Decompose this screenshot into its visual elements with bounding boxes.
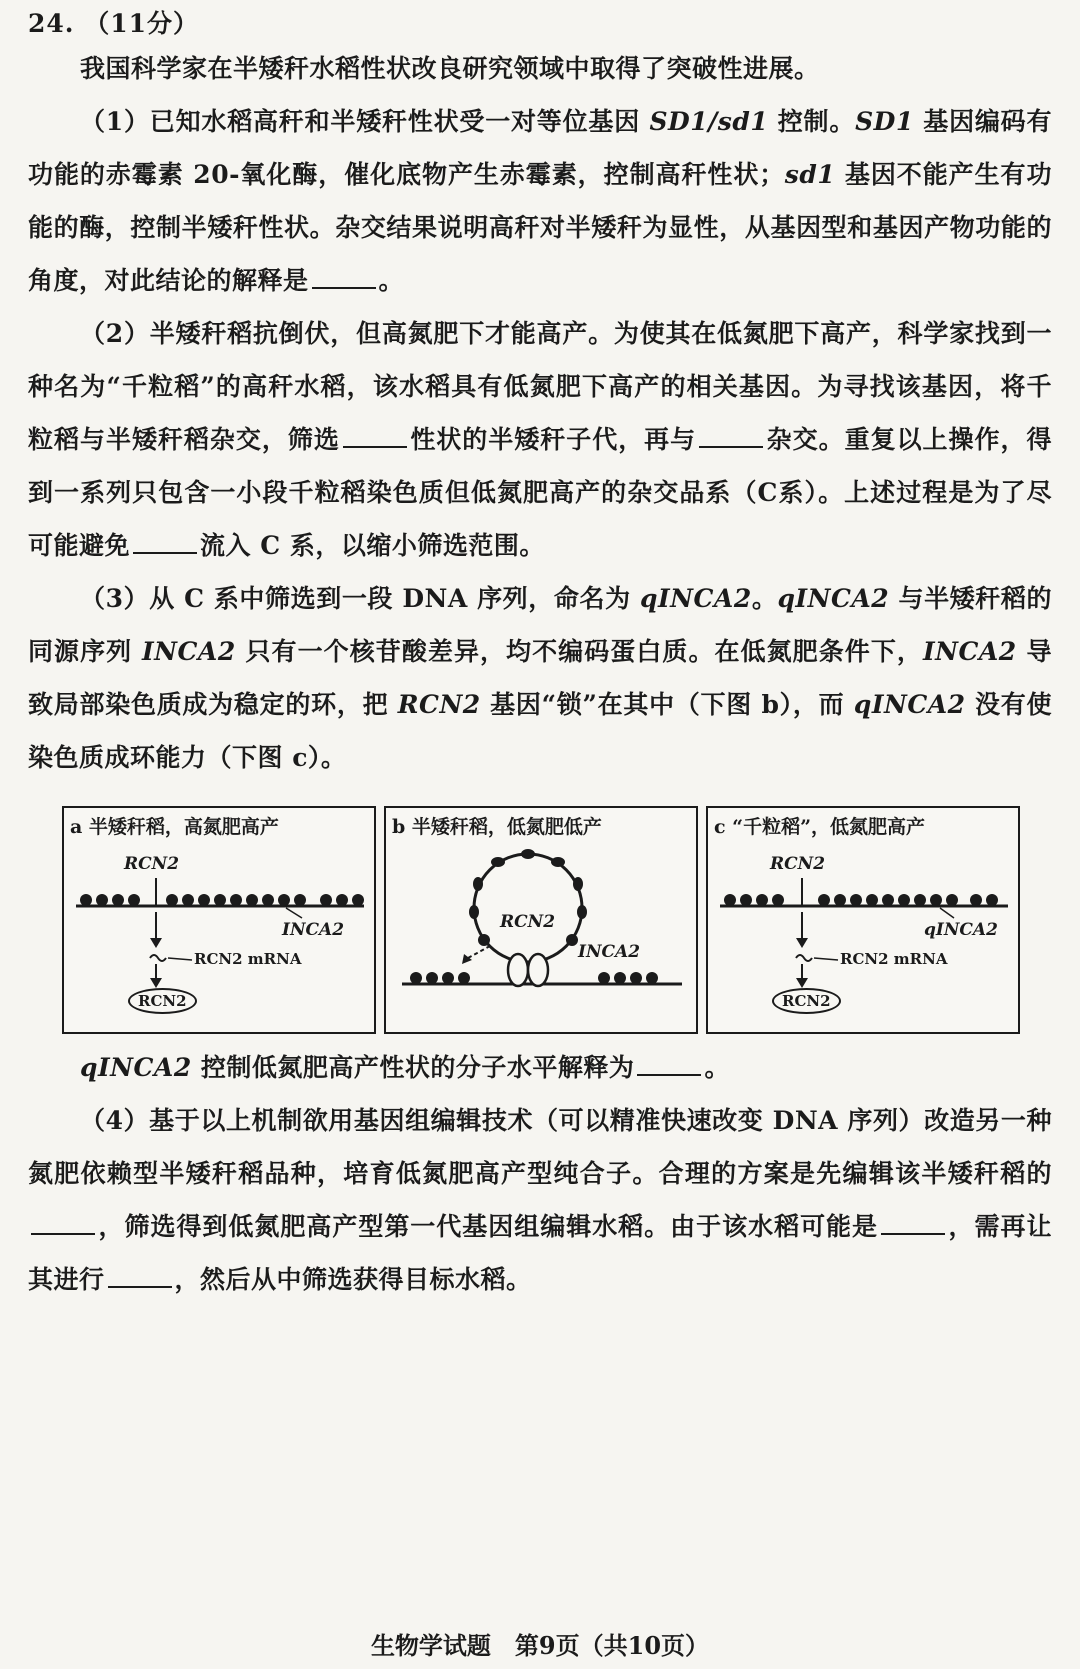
question-header [28,4,199,40]
answer-blank-3[interactable] [699,424,763,448]
answer-blank-5[interactable] [637,1052,701,1076]
panel-c-gene-label: RCN2 [770,854,826,874]
panel-a-mrna-label: RCN2 mRNA [194,950,302,968]
question-number: 24. [28,9,75,38]
answer-blank-1[interactable] [312,265,376,289]
nucleosomes [80,894,364,906]
figure-panel-b [384,806,698,1034]
panel-b-gene-label: RCN2 [500,912,556,932]
panel-a-gene-label: RCN2 [124,854,180,874]
part2-paragraph: （2）半矮秆稻抗倒伏，但高氮肥下才能高产。为使其在低氮肥下高产，科学家找到一种名为“千粒稻”的高秆水稻，该水稻具有低氮肥下高产的相关基因。为寻找该基因，将千粒稻与半矮秆稻杂交，筛选 性状的半矮秆子代，再与 杂交。重复以上操作，得到一系列只包含一小段千粒稻染色质但低氮肥高产的杂交品系（C系）。上述过程是为了尽可能避免 流入 C 系，以缩小筛选范围。 [28,319,1052,560]
gene-sd1-pair: SD1/sd1 [649,107,769,136]
answer-blank-2[interactable] [343,424,407,448]
answer-blank-7[interactable] [881,1211,945,1235]
panel-c-mrna-label: RCN2 mRNA [840,950,948,968]
part1-paragraph: （1）已知水稻高秆和半矮秆性状受一对等位基因 SD1/sd1 控制。SD1 基因编码有功能的赤霉素 20-氧化酶，催化底物产生赤霉素，控制高秆性状；sd1 基因不能产生有功能的酶，控制半矮秆性状。杂交结果说明高秆对半矮秆为显性，从基因型和基因产物功能的角度，对此结论的解释是 。 [28,107,1052,295]
panel-a-protein: RCN2 [128,988,197,1014]
part4-paragraph: （4）基于以上机制欲用基因组编辑技术（可以精准快速改变 DNA 序列）改造另一种氮肥依赖型半矮秆稻品种，培育低氮肥高产型纯合子。合理的方案是先编辑该半矮秆稻的，筛选得到低氮肥高产型第一代基因组编辑水稻。由于该水稻可能是 ，需再让其进行 ，然后从中筛选获得目标水稻。 [28,1106,1052,1294]
chromatin-loop [474,854,582,962]
figure-panel-c [706,806,1020,1034]
figure-question: qINCA2 控制低氮肥高产性状的分子水平解释为 。 [80,1053,730,1082]
panel-b-title: b 半矮秆稻，低氮肥低产 [392,816,602,838]
panel-c-title: c “千粒稻”，低氮肥高产 [714,816,926,838]
page-footer: 生物学试题 第9页（共10页） [370,1631,710,1660]
panel-b-seq-label: INCA2 [578,942,641,962]
answer-blank-4[interactable] [133,530,197,554]
panel-a-title: a 半矮秆稻，高氮肥高产 [70,816,279,838]
answer-blank-8[interactable] [108,1264,172,1288]
panel-a-seq-label: INCA2 [282,920,345,940]
panel-c-seq-label: qINCA2 [924,920,998,940]
gene-SD1: SD1 [855,107,914,136]
panel-c-protein: RCN2 [772,988,841,1014]
question-score: （11分） [84,9,200,38]
intro-paragraph: 我国科学家在半矮秆水稻性状改良研究领域中取得了突破性进展。 [80,54,820,83]
figure-panel-a [62,806,376,1034]
answer-blank-6[interactable] [31,1211,95,1235]
gene-sd1: sd1 [784,160,836,189]
figure-row [62,806,1020,1034]
part3-paragraph: （3）从 C 系中筛选到一段 DNA 序列，命名为 qINCA2。qINCA2 与半矮秆稻的同源序列 INCA2 只有一个核苷酸差异，均不编码蛋白质。在低氮肥条件下，INCA2 导致局部染色质成为稳定的环，把 RCN2 基因“锁”在其中（下图 b），而 qINCA2 没有使染色质成环能力（下图 c）。 [28,584,1052,772]
